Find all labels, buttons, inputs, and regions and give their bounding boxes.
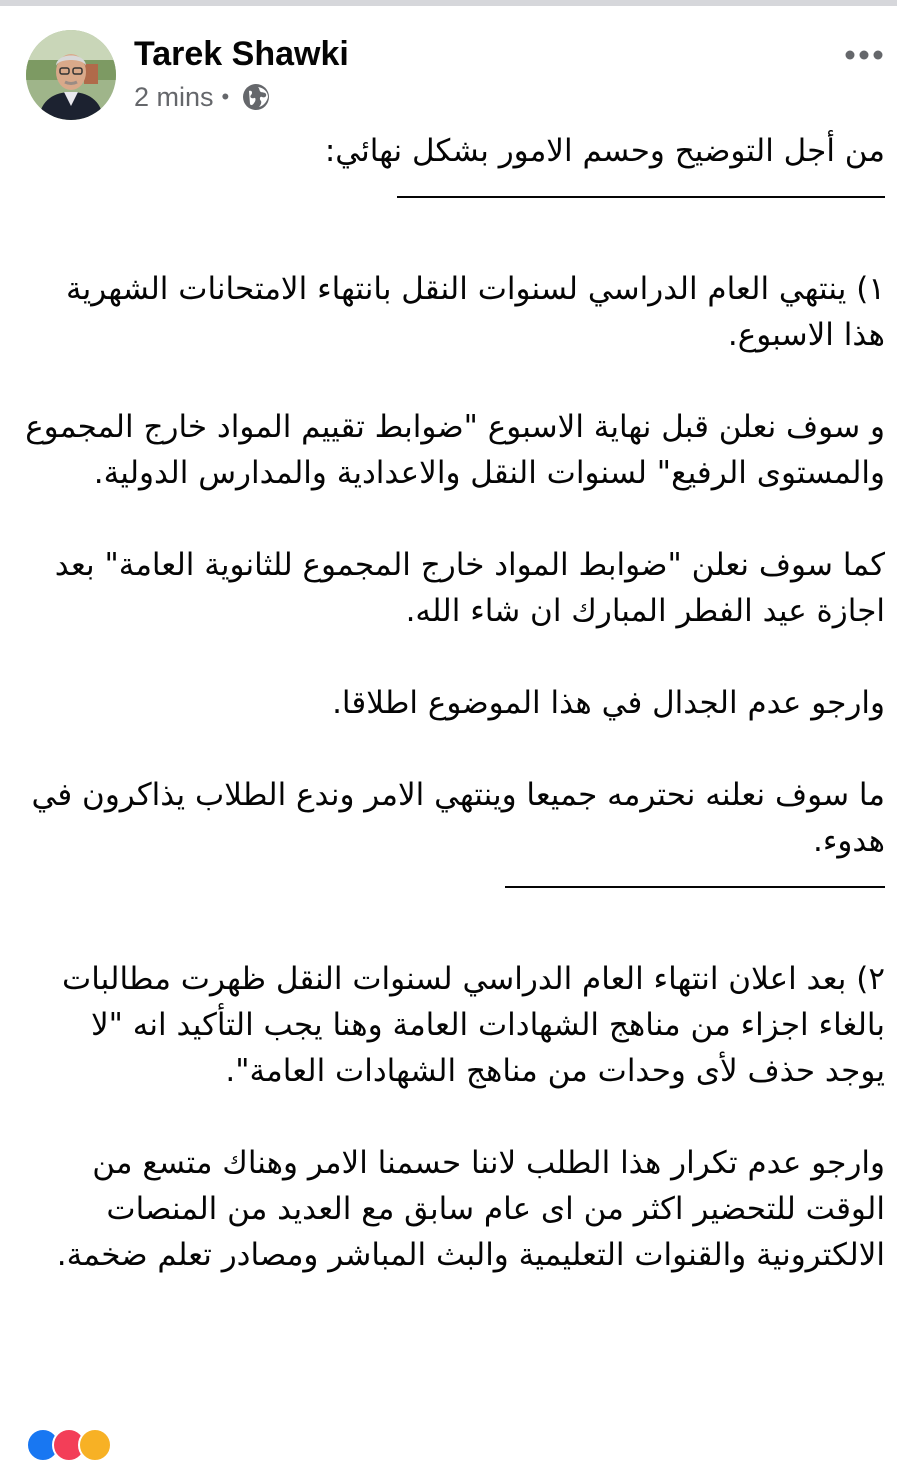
separator-line [25, 174, 885, 220]
reaction-icons[interactable] [26, 1428, 104, 1462]
author-name[interactable]: Tarek Shawki [134, 35, 349, 73]
post-text [15, 128, 885, 1278]
post-paragraph-5: ما سوف نعلنه نحترمه جميعا وينتهي الامر وندع الطلاب يذاكرون في هدوء. [21, 777, 885, 859]
haha-reaction-icon [78, 1428, 112, 1462]
post-paragraph-1: ١) ينتهي العام الدراسي لسنوات النقل بانتهاء الامتحانات الشهرية هذا الاسبوع. [56, 271, 885, 353]
post-paragraph-3: كما سوف نعلن "ضوابط المواد خارج المجموع للثانوية العامة" بعد اجازة عيد الفطر المبارك ان شاء الله. [44, 547, 885, 629]
post-paragraph-4: وارجو عدم الجدال في هذا الموضوع اطلاقا. [332, 685, 885, 721]
separator-line [25, 864, 885, 910]
globe-icon[interactable] [241, 82, 271, 112]
post-paragraph-2: و سوف نعلن قبل نهاية الاسبوع "ضوابط تقييم المواد خارج المجموع والمستوى الرفيع" لسنوات النقل والاعدادية والمدارس الدولية. [15, 409, 885, 491]
post-paragraph-7: وارجو عدم تكرار هذا الطلب لاننا حسمنا الامر وهناك متسع من الوقت للتحضير اكثر من اى عام سابق مع العديد من المنصات الالكترونية والقنوات التعليمية والبث المباشر ومصادر تعلم ضخمة. [56, 1145, 885, 1273]
meta-separator: • [221, 84, 230, 109]
post-paragraph-6: ٢) بعد اعلان انتهاء العام الدراسي لسنوات النقل ظهرت مطالبات بالغاء اجزاء من مناهج الشهادات العامة وهنا يجب التأكيد انه "لا يوجد حذف لأى وحدات من مناهج الشهادات العامة". [52, 961, 885, 1089]
more-options-button[interactable] [839, 38, 889, 72]
post-meta [134, 78, 271, 116]
post-timestamp[interactable]: 2 mins [134, 81, 214, 112]
avatar[interactable] [26, 30, 116, 120]
top-divider [0, 0, 897, 6]
profile-photo-icon [26, 30, 116, 120]
post-intro: من أجل التوضيح وحسم الامور بشكل نهائي: [324, 133, 885, 169]
more-horizontal-icon [844, 49, 884, 61]
